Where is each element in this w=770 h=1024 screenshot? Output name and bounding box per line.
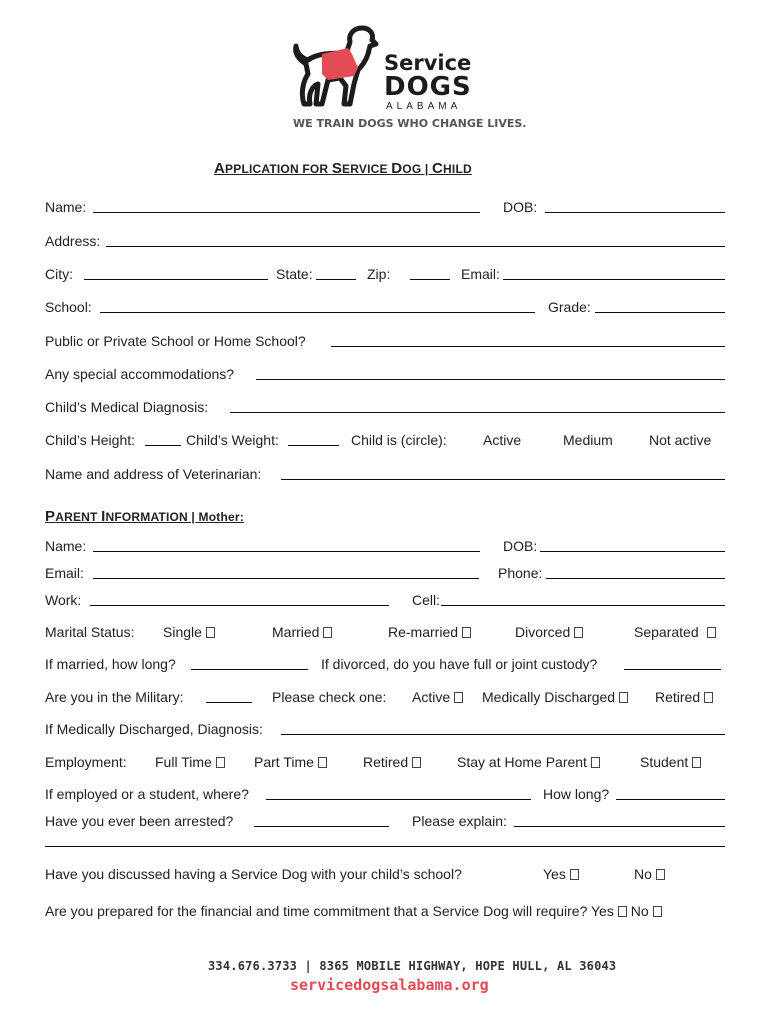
child-height-label: Child’s Height: — [45, 432, 136, 448]
logo — [288, 24, 527, 132]
page-title: APPLICATION FOR SERVICE DOG | CHILD — [214, 160, 472, 177]
marital-separated-option[interactable]: Separated — [634, 624, 716, 640]
accommodations-label: Any special accommodations? — [45, 366, 235, 382]
parent-cell-field[interactable] — [441, 605, 725, 606]
commitment-yes-checkbox[interactable] — [618, 906, 627, 917]
custody-field[interactable] — [624, 669, 721, 670]
parent-name-field[interactable] — [93, 551, 480, 552]
child-school-field[interactable] — [100, 312, 535, 313]
logo-dogs-text: DOGS — [384, 72, 472, 102]
footer-website-link[interactable]: servicedogsalabama.org — [290, 976, 489, 994]
child-state-field[interactable] — [316, 279, 356, 280]
logo-alabama-text: ALABAMA — [386, 101, 462, 112]
child-weight-field[interactable] — [288, 445, 339, 446]
employer-where-label: If employed or a student, where? — [45, 786, 249, 802]
child-grade-label: Grade: — [548, 299, 591, 315]
discharge-diagnosis-label: If Medically Discharged, Diagnosis: — [45, 721, 263, 737]
child-dob-field[interactable] — [545, 212, 725, 213]
child-address-label: Address: — [45, 233, 101, 249]
employment-stay-home-option[interactable]: Stay at Home Parent — [457, 754, 600, 770]
logo-service-text: Service — [384, 51, 472, 75]
diagnosis-label: Child’s Medical Diagnosis: — [45, 399, 209, 415]
employment-part-time-option[interactable]: Part Time — [254, 754, 327, 770]
veterinarian-field[interactable] — [281, 479, 725, 480]
parent-cell-label: Cell: — [412, 592, 441, 608]
school-type-label: Public or Private School or Home School? — [45, 333, 306, 349]
child-state-label: State: — [276, 266, 313, 282]
military-active-checkbox[interactable] — [454, 692, 463, 703]
separated-checkbox[interactable] — [707, 627, 716, 638]
activity-not-active-option[interactable]: Not active — [649, 432, 712, 448]
stay-home-checkbox[interactable] — [591, 757, 600, 768]
full-time-checkbox[interactable] — [216, 757, 225, 768]
diagnosis-field[interactable] — [230, 412, 725, 413]
custody-label: If divorced, do you have full or joint custody? — [321, 656, 598, 672]
parent-email-label: Email: — [45, 565, 84, 581]
child-zip-field[interactable] — [410, 279, 450, 280]
military-discharged-option[interactable]: Medically Discharged — [482, 689, 628, 705]
activity-active-option[interactable]: Active — [483, 432, 522, 448]
military-label: Are you in the Military: — [45, 689, 184, 705]
marital-status-label: Marital Status: — [45, 624, 135, 640]
child-name-label: Name: — [45, 199, 87, 215]
child-dob-label: DOB: — [503, 199, 538, 215]
parent-dob-label: DOB: — [503, 538, 538, 554]
explain-label: Please explain: — [412, 813, 507, 829]
footer-contact: 334.676.3733 | 8365 MOBILE HIGHWAY, HOPE HULL, AL 36043 — [208, 959, 617, 973]
commitment-no-checkbox[interactable] — [653, 906, 662, 917]
child-email-label: Email: — [461, 266, 500, 282]
employment-retired-option[interactable]: Retired — [363, 754, 421, 770]
divorced-checkbox[interactable] — [574, 627, 583, 638]
child-city-field[interactable] — [84, 279, 268, 280]
parent-section-heading: PARENT INFORMATION | Mother: — [45, 508, 244, 525]
marital-married-option[interactable]: Married — [272, 624, 332, 640]
school-discuss-no-option[interactable]: No — [634, 866, 665, 882]
school-type-field[interactable] — [331, 346, 725, 347]
accommodations-field[interactable] — [256, 379, 725, 380]
school-discuss-label: Have you discussed having a Service Dog with your child’s school? — [45, 866, 462, 882]
activity-circle-label: Child is (circle): — [351, 432, 447, 448]
arrested-label: Have you ever been arrested? — [45, 813, 234, 829]
child-school-label: School: — [45, 299, 92, 315]
employer-where-field[interactable] — [266, 799, 531, 800]
parent-phone-label: Phone: — [498, 565, 543, 581]
married-checkbox[interactable] — [323, 627, 332, 638]
married-how-long-label: If married, how long? — [45, 656, 176, 672]
married-how-long-field[interactable] — [191, 669, 308, 670]
marital-single-option[interactable]: Single — [163, 624, 215, 640]
military-check-one-label: Please check one: — [272, 689, 387, 705]
parent-email-field[interactable] — [93, 578, 479, 579]
child-email-field[interactable] — [503, 279, 725, 280]
dog-logo-icon — [288, 24, 380, 112]
school-yes-checkbox[interactable] — [570, 869, 579, 880]
activity-medium-option[interactable]: Medium — [563, 432, 613, 448]
parent-work-field[interactable] — [90, 605, 389, 606]
military-field[interactable] — [206, 702, 252, 703]
parent-dob-field[interactable] — [540, 551, 725, 552]
employment-full-time-option[interactable]: Full Time — [155, 754, 225, 770]
child-height-field[interactable] — [145, 445, 181, 446]
employment-label: Employment: — [45, 754, 127, 770]
how-long-field[interactable] — [616, 799, 725, 800]
child-weight-label: Child’s Weight: — [186, 432, 279, 448]
student-checkbox[interactable] — [692, 757, 701, 768]
parent-work-label: Work: — [45, 592, 82, 608]
child-grade-field[interactable] — [595, 312, 725, 313]
veterinarian-label: Name and address of Veterinarian: — [45, 466, 262, 482]
school-discuss-yes-option[interactable]: Yes — [543, 866, 579, 882]
military-retired-option[interactable]: Retired — [655, 689, 713, 705]
child-city-label: City: — [45, 266, 73, 282]
marital-remarried-option[interactable]: Re-married — [388, 624, 471, 640]
employment-retired-checkbox[interactable] — [412, 757, 421, 768]
single-checkbox[interactable] — [206, 627, 215, 638]
child-name-field[interactable] — [93, 212, 480, 213]
part-time-checkbox[interactable] — [318, 757, 327, 768]
military-discharged-checkbox[interactable] — [619, 692, 628, 703]
commitment-question: Are you prepared for the financial and time commitment that a Service Dog will require? Yes No — [45, 903, 662, 919]
explain-continuation-field[interactable] — [45, 846, 725, 847]
how-long-label: How long? — [543, 786, 610, 802]
explain-field[interactable] — [514, 826, 725, 827]
remarried-checkbox[interactable] — [462, 627, 471, 638]
child-zip-label: Zip: — [367, 266, 391, 282]
marital-divorced-option[interactable]: Divorced — [515, 624, 583, 640]
arrested-field[interactable] — [254, 826, 389, 827]
child-address-field[interactable] — [106, 246, 725, 247]
military-active-option[interactable]: Active — [412, 689, 463, 705]
discharge-diagnosis-field[interactable] — [281, 734, 725, 735]
parent-name-label: Name: — [45, 538, 87, 554]
military-retired-checkbox[interactable] — [704, 692, 713, 703]
employment-student-option[interactable]: Student — [640, 754, 701, 770]
school-no-checkbox[interactable] — [656, 869, 665, 880]
parent-phone-field[interactable] — [546, 578, 725, 579]
logo-tagline: WE TRAIN DOGS WHO CHANGE LIVES. — [293, 117, 527, 130]
